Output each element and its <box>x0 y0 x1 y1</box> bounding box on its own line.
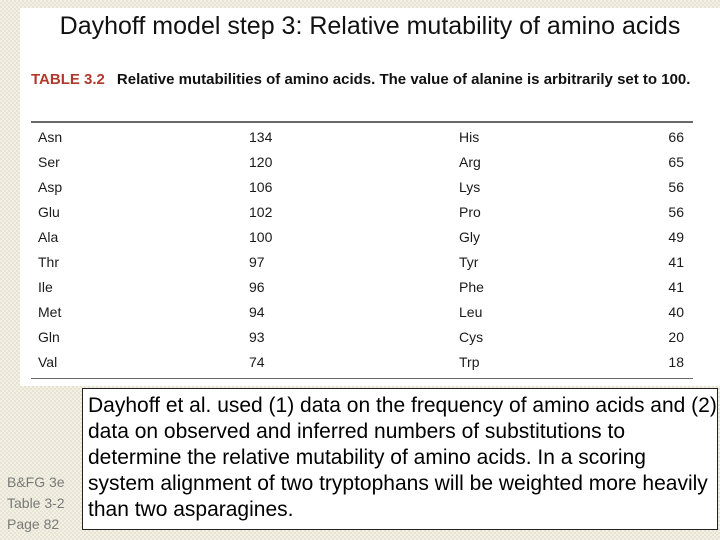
amino-acid-cell: His <box>459 129 480 145</box>
amino-acid-cell: Ile <box>38 279 53 295</box>
amino-acid-cell: Gly <box>459 229 480 245</box>
mutability-cell: 20 <box>668 329 684 345</box>
amino-acid-cell: Thr <box>38 254 59 270</box>
mutability-cell: 49 <box>668 229 684 245</box>
amino-acid-cell: Phe <box>459 279 484 295</box>
table-row <box>31 275 693 300</box>
amino-acid-cell: Met <box>38 304 62 320</box>
mutability-cell: 56 <box>668 204 684 220</box>
table-row <box>31 225 693 250</box>
table-row <box>31 300 693 325</box>
mutability-cell: 18 <box>668 354 684 370</box>
table-number: TABLE 3.2 <box>31 71 105 88</box>
table-top-rule <box>31 121 693 123</box>
source-reference <box>7 472 85 535</box>
table-bottom-rule <box>31 378 693 379</box>
mutability-cell: 100 <box>249 229 273 245</box>
mutability-cell: 96 <box>249 279 265 295</box>
amino-acid-cell: Leu <box>459 304 483 320</box>
amino-acid-cell: Asp <box>38 179 63 195</box>
mutability-cell: 74 <box>249 354 265 370</box>
table-row <box>31 250 693 275</box>
table-row <box>31 350 693 375</box>
mutability-cell: 66 <box>668 129 684 145</box>
mutability-cell: 120 <box>249 154 273 170</box>
mutability-cell: 97 <box>249 254 265 270</box>
source-table: Table 3-2 <box>7 495 65 511</box>
explanation-box <box>82 388 718 530</box>
amino-acid-cell: Val <box>38 354 58 370</box>
amino-acid-cell: Cys <box>459 329 484 345</box>
amino-acid-cell: Lys <box>459 179 481 195</box>
mutability-cell: 94 <box>249 304 265 320</box>
amino-acid-cell: Trp <box>459 354 480 370</box>
mutability-cell: 56 <box>668 179 684 195</box>
amino-acid-cell: Gln <box>38 329 60 345</box>
table-row <box>31 325 693 350</box>
amino-acid-cell: Arg <box>459 154 481 170</box>
table-row <box>31 200 693 225</box>
table-caption <box>31 69 693 91</box>
amino-acid-cell: Pro <box>459 204 481 220</box>
mutability-cell: 102 <box>249 204 273 220</box>
table-row <box>31 150 693 175</box>
table-row <box>31 175 693 200</box>
explanation-text: Dayhoff et al. used (1) data on the frequency of amino acids and (2) data on observed and inferred numbers of substitutions to determine the relative mutability of amino acids. In a scoring system alignment of two tryptophans will be weighted more heavily than two asparagines. <box>88 394 717 521</box>
source-page: Page 82 <box>7 516 60 532</box>
table-caption-text: Relative mutabilities of amino acids. The value of alanine is arbitrarily set to 100. <box>116 71 691 88</box>
mutability-cell: 40 <box>668 304 684 320</box>
mutability-cell: 41 <box>668 254 684 270</box>
source-book: B&FG 3e <box>7 474 65 490</box>
mutability-cell: 93 <box>249 329 265 345</box>
mutability-table <box>31 125 693 375</box>
amino-acid-cell: Ala <box>38 229 59 245</box>
amino-acid-cell: Ser <box>38 154 60 170</box>
mutability-cell: 134 <box>249 129 273 145</box>
amino-acid-cell: Glu <box>38 204 60 220</box>
slide-title: Dayhoff model step 3: Relative mutability of amino acids <box>59 12 681 40</box>
mutability-cell: 65 <box>668 154 684 170</box>
mutability-cell: 41 <box>668 279 684 295</box>
mutability-cell: 106 <box>249 179 273 195</box>
amino-acid-cell: Tyr <box>459 254 479 270</box>
amino-acid-cell: Asn <box>38 129 63 145</box>
table-row <box>31 125 693 150</box>
